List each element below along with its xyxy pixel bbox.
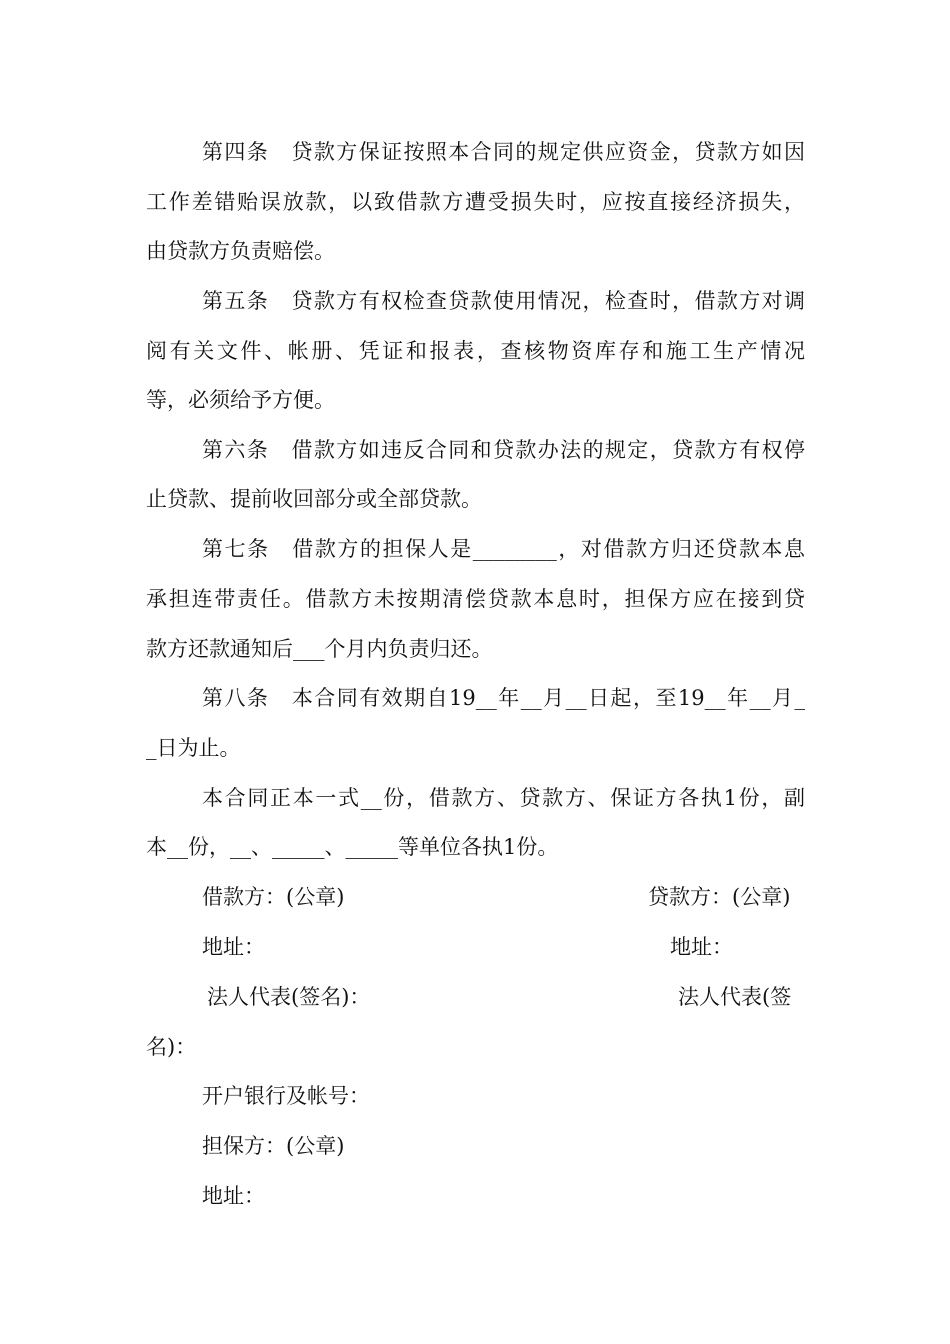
lender-legal-rep-continued: 名)： (146, 1035, 197, 1059)
article-6-line-2: 止贷款、提前收回部分或全部贷款。 (146, 487, 482, 511)
lender-seal: 贷款方：(公章) (648, 885, 791, 909)
article-7-line-2: 承担连带责任。借款方未按期清偿贷款本息时，担保方应在接到贷 (146, 587, 805, 611)
lender-address: 地址： (670, 935, 733, 959)
guarantor-seal: 担保方：(公章) (202, 1134, 345, 1158)
guarantor-address: 地址： (202, 1184, 265, 1208)
article-7-line-1: 第七条 借款方的担保人是________，对借款方归还贷款本息 (202, 537, 805, 561)
copies-line-2: 本__份，__、_____、_____等单位各执1份。 (146, 835, 559, 859)
copies-line-1: 本合同正本一式__份，借款方、贷款方、保证方各执1份，副 (202, 786, 805, 810)
article-8-line-2: _日为止。 (146, 736, 241, 760)
article-6-line-1: 第六条 借款方如违反合同和贷款办法的规定，贷款方有权停 (202, 438, 805, 462)
article-4-line-2: 工作差错贻误放款，以致借款方遭受损失时，应按直接经济损失， (146, 190, 805, 214)
article-5-line-2: 阅有关文件、帐册、凭证和报表，查核物资库存和施工生产情况 (146, 339, 805, 363)
borrower-legal-rep: 法人代表(签名)： (207, 985, 371, 1009)
article-4-line-1: 第四条 贷款方保证按照本合同的规定供应资金，贷款方如因 (202, 140, 805, 164)
borrower-address: 地址： (202, 935, 265, 959)
article-8-line-1: 第八条 本合同有效期自19__年__月__日起，至19__年__月_ (202, 686, 805, 710)
article-7-line-3: 款方还款通知后___个月内负责归还。 (146, 637, 493, 661)
article-4-line-3: 由贷款方负责赔偿。 (146, 239, 335, 263)
article-5-line-3: 等，必须给予方便。 (146, 388, 335, 412)
bank-account: 开户银行及帐号： (202, 1084, 370, 1108)
lender-legal-rep: 法人代表(签 (678, 985, 792, 1009)
article-5-line-1: 第五条 贷款方有权检查贷款使用情况，检查时，借款方对调 (202, 289, 805, 313)
borrower-seal: 借款方：(公章) (202, 885, 345, 909)
